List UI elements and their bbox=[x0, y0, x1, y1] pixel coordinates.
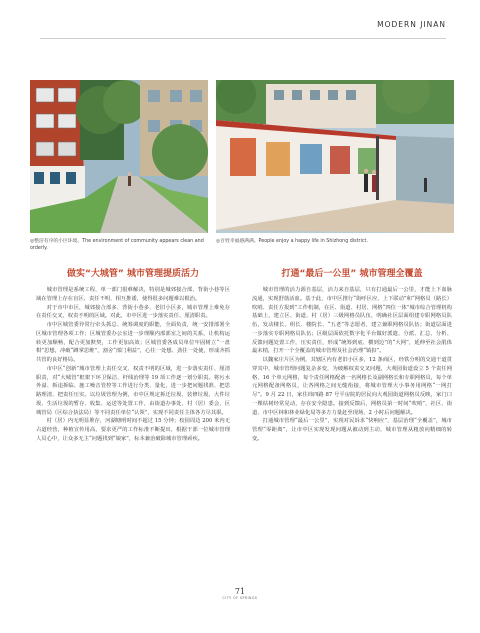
left-paragraph: 市中区城管委异常行牵头抓总、统筹调度的职能，全面负责，统一安排部署全区城市管理各项工作；区城管委办公室进一步理顺内部部室之间的关系，让机构运转更加顺畅，配合更加默契，工作更加高效；区城管委各成员单位牢固树立“一盘棋”思想，冲破“蹲掌思维”，割舍“部门利益”，心往一处想、劲往一处使，形成齐抓共管的良好格局。 bbox=[36, 322, 230, 363]
left-paragraph: 城市管理是系统工程，单一部门很难解决，特别是城郊接合部、背街小巷等区域在管理上存在盲区、责任不明、相互推诿，使得很多问题难以根治。 bbox=[36, 287, 230, 302]
photo-caption-left bbox=[30, 238, 208, 252]
left-article-column bbox=[36, 268, 230, 444]
photo-caption-right bbox=[216, 238, 454, 245]
page-number: 71 bbox=[234, 587, 246, 596]
masthead bbox=[40, 14, 446, 39]
left-paragraph: 市中区“创新”城市管理上责任交叉、权责不明的区域，进一步落实责任、厘清职责，对“大城管”框架下环卫保洁、杆线治理等 19 项工作逐一划分职责。将污水外溢、拆违拆临、施工噪音管控等工作进行分类、量化，进一步把问题找准、把思路理清、把责任压实。以垃圾管理为例，市中区规定拆迁垃圾、装修垃圾、大件垃圾、生活垃圾的暂存、收集、运送等处置工作，由街道办事处、村（居）委会、区城管局（区综合执法局）等不同责任单位“认领”，实现不同责任主体各方尽其职。 bbox=[36, 365, 230, 416]
magazine-title: MODERN JINAN bbox=[377, 20, 446, 29]
right-section-heading: 打通“最后一公里” 城市管理全覆盖 bbox=[281, 269, 423, 279]
page-footer-label: CITY OF SPRINGS bbox=[222, 596, 258, 600]
photo-community-street bbox=[30, 80, 208, 233]
left-section-heading: 做实“大城管” 城市管理提质活力 bbox=[67, 269, 199, 279]
right-article-column bbox=[252, 268, 452, 444]
left-paragraph: 对于市中市区，城郊接合部多、背街小巷多、老旧小区多，城市管理上难免存在责任交叉、权责不明的区域。对此，市中区进一步落实责任、厘清职责。 bbox=[36, 304, 230, 320]
right-paragraph: 城市管理的活力源自基层，活力来自基层，只有打通最后一公里，才能上下血脉流通，实现舒筋活血。基于此，市中区推行“街呼区应、上下联动”和“网格员（路长）吹哨、责任方报到”工作机制，在区、街道、村居、网格“四位一体”城市综合管理机构基础上，建立区、街道、村（居）三级网格员队伍，明确社区层面组建专职网格员队伍，发动楼长、组长、楼院长、“五老”等志愿者，建立兼职网格员队伍；街道层面进一步落实专职网格员队伍；区级层面依托数字化平台做好派遣、分派、汇总、分析、反馈问题处置工作，压实责任，形成“统筹到底、横到边”的“大网”，延伸至社会肌体最末梢，打开一个全覆盖的城市管理及社会治理“镇扣”。 bbox=[252, 287, 452, 355]
right-paragraph: 打通城市管理“最后一公里”，实现对民诉求“快响应”，基层治理“全覆盖”，城市管理“零距离”，让市中区实现发现问题从被动到主动，城市管理从粗放向精细的转变。 bbox=[252, 418, 452, 442]
left-paragraph: 村（居）内无明显堆存，河湖塘明时间不超过 15 分钟；校园周边 200 米内无占道经营，种植宣传用高，要求更严的工作标准不断提出，根据干部一位城市管理人员心中，让众多无主“问题找到“娘家”，标本兼治破除城市管理顽疾。 bbox=[36, 418, 230, 442]
page-folio bbox=[200, 587, 280, 600]
caption-right-text: ◎百姓幸福感满满。People enjoy a happy life in Shizhong district. bbox=[216, 239, 368, 244]
caption-left-text: ◎整洁有序的小区环境。The environment of community appears clean and orderly. bbox=[30, 239, 204, 251]
photo-mural-street bbox=[216, 80, 454, 233]
right-paragraph: 以魏家庄片区为例，其辖区内有老旧小区多，12 条商区，经铁分明的交通干道贯穿其中，城市管理问题复杂多变，为破解权责交叉问题，大观园街道设立 5 个责任网格、16 个单元网格，每个责任网格配备一名网格长及副网格长和专职网格员，每个单元网格配备网格员，让各网格之间无缝衔接，将城市管理大小事务用网格“一网打尽”。9 月 22 日，家住纬四路 87 号平房院的居民向大观园街道网格员反映，家门口一棵枯树经常晃动，存在安全隐患。接到反馈后，网格员第一时间“吹哨”，社区、街道、市中区林和林业绿化局等多方力量赶至现场，2 小时后问题解决。 bbox=[252, 357, 452, 416]
